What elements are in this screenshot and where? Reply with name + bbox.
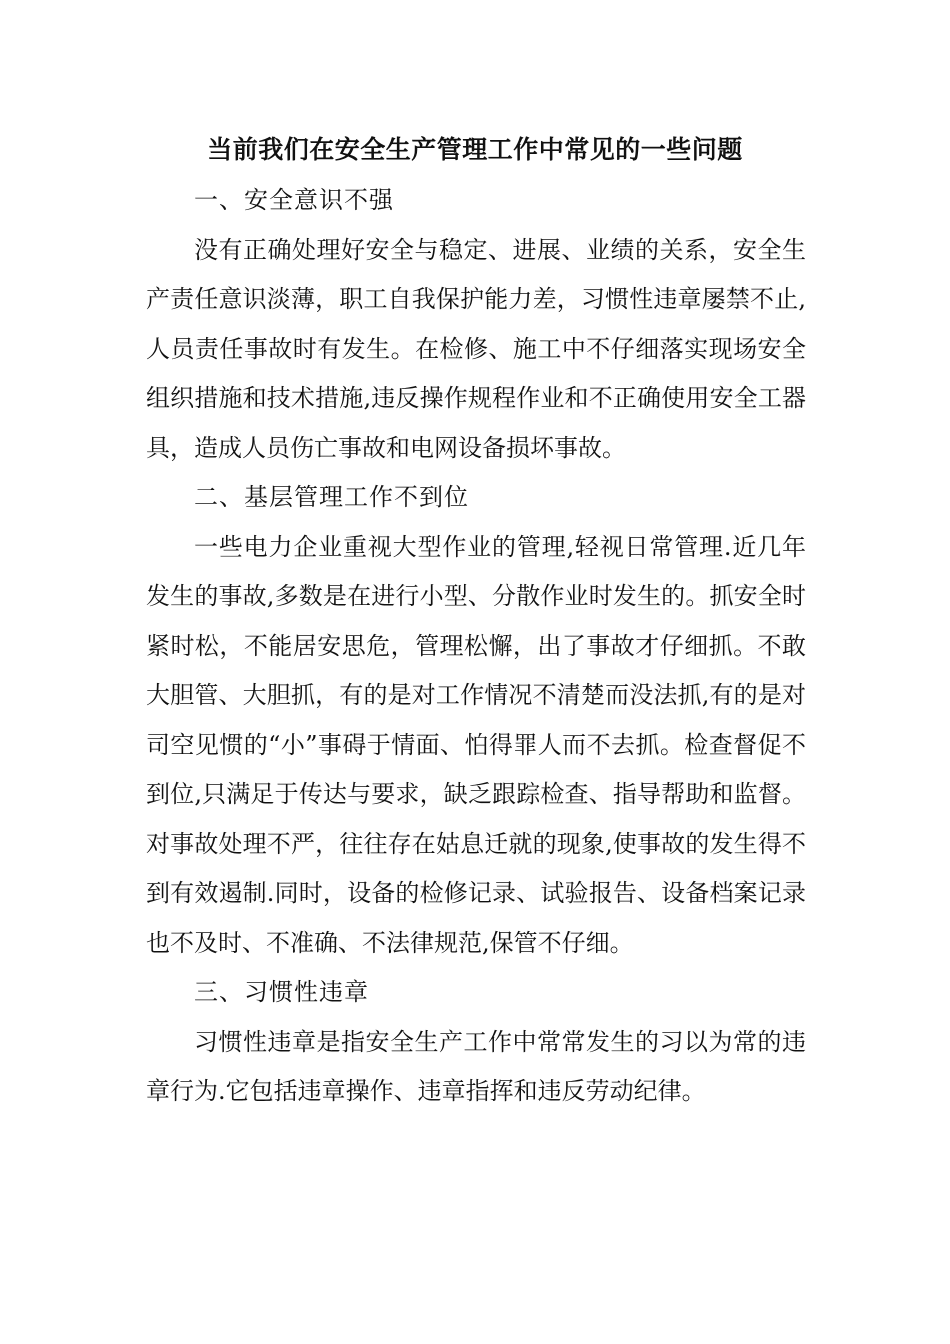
section-heading-1: 一、安全意识不强 bbox=[194, 186, 394, 214]
section-paragraph-2: 一些电力企业重视大型作业的管理,轻视日常管理.近几年发生的事故,多数是在进行小型、分散作业时发生的。抓安全时紧时松，不能居安思危，管理松懈，出了事故才仔细抓。不敢大胆管、大胆抓，有的是对工作情况不清楚而没法抓,有的是对司空见惯的“小”事碍于情面、怕得罪人而不去抓。检查督促不到位,只满足于传达与要求，缺乏跟踪检查、指导帮助和监督。对事故处理不严，往往存在姑息迁就的现象,使事故的发生得不到有效遏制.同时，设备的检修记录、试验报告、设备档案记录也不及时、不准确、不法律规范,保管不仔细。 bbox=[146, 532, 806, 957]
section-heading-3: 三、习惯性违章 bbox=[194, 978, 369, 1006]
document-title: 当前我们在安全生产管理工作中常见的一些问题 bbox=[207, 135, 743, 164]
section-paragraph-1: 没有正确处理好安全与稳定、进展、业绩的关系，安全生产责任意识淡薄，职工自我保护能力差，习惯性违章屡禁不止,人员责任事故时有发生。在检修、施工中不仔细落实现场安全组织措施和技术措施,违反操作规程作业和不正确使用安全工器具，造成人员伤亡事故和电网设备损坏事故。 bbox=[146, 235, 806, 462]
document-body bbox=[146, 176, 806, 1117]
section-paragraph-3: 习惯性违章是指安全生产工作中常常发生的习以为常的违章行为.它包括违章操作、违章指挥和违反劳动纪律。 bbox=[146, 1027, 806, 1105]
section-heading-2: 二、基层管理工作不到位 bbox=[194, 483, 469, 511]
